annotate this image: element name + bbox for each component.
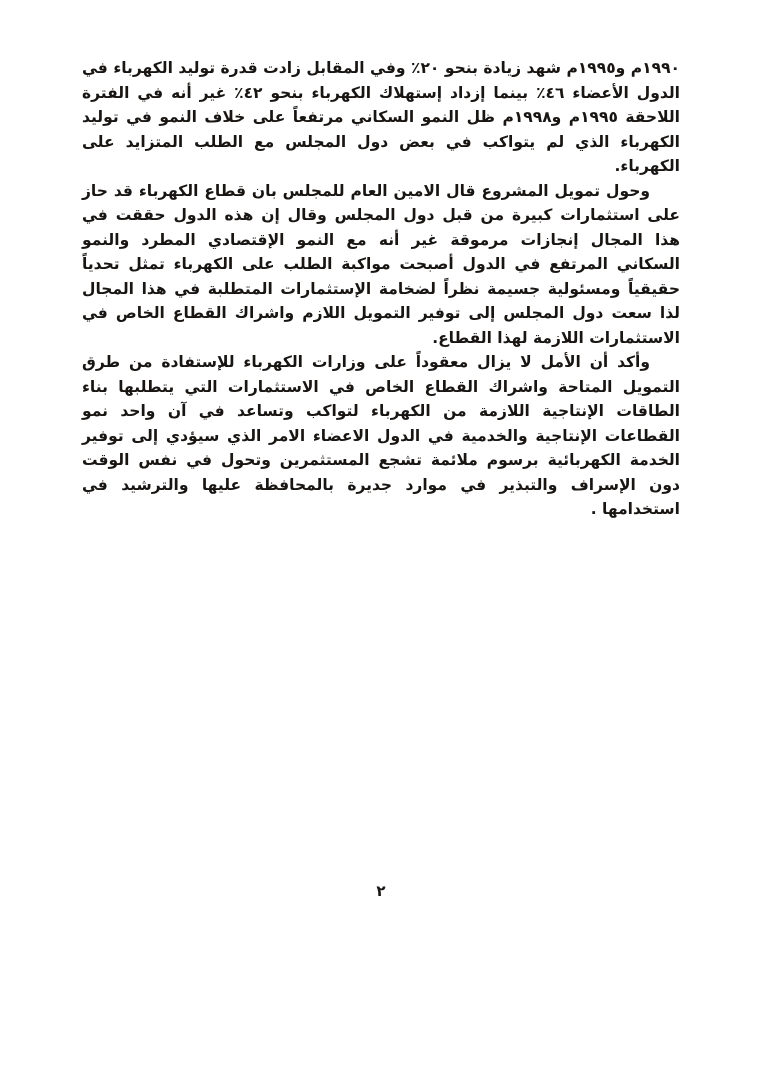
paragraph-1: ١٩٩٠م و١٩٩٥م شهد زيادة بنحو ٢٠٪ وفي المقابل زادت قدرة توليد الكهرباء في الدول الأعضاء ٤٦٪ بينما إزداد إستهلاك الكهرباء بنحو ٤٢٪ غير أنه في الفترة اللاحقة ١٩٩٥م و١٩٩٨م ظل النمو السكاني مرتفعاً على خلاف النمو في توليد الكهرباء الذي لم يتواكب في بعض دول المجلس مع الطلب المتزايد على الكهرباء. bbox=[82, 59, 680, 175]
body-text bbox=[82, 56, 680, 522]
paragraph-3: وأكد أن الأمل لا يزال معقوداً على وزارات الكهرباء للإستفادة من طرق التمويل المتاحة واشراك القطاع الخاص في الاستثمارات التي يتطلبها بناء الطاقات الإنتاجية اللازمة من الكهرباء لتواكب وتساعد في آن واحد نمو القطاعات الإنتاجية والخدمية في الدول الاعضاء الامر الذي سيؤدي إلى توفير الخدمة الكهربائية برسوم ملائمة تشجع المستثمرين وتحول في نفس الوقت دون الإسراف والتبذير في موارد جديرة بالمحافظة عليها والترشيد في استخدامها . bbox=[82, 353, 680, 518]
paragraph-2: وحول تمويل المشروع قال الامين العام للمجلس بان قطاع الكهرباء قد حاز على استثمارات كبيرة من قبل دول المجلس وقال إن هذه الدول حققت في هذا المجال إنجازات مرموقة غير أنه مع النمو الإقتصادي المطرد والنمو السكاني المرتفع في الدول أصبحت مواكبة الطلب على الكهرباء تمثل تحدياً حقيقياً ومسئولية جسيمة نظراً لضخامة الإستثمارات المتطلبة في هذا المجال لذا سعت دول المجلس إلى توفير التمويل اللازم واشراك القطاع الخاص في الاستثمارات اللازمة لهذا القطاع. bbox=[82, 181, 680, 347]
page-number: ٢ bbox=[376, 882, 386, 900]
